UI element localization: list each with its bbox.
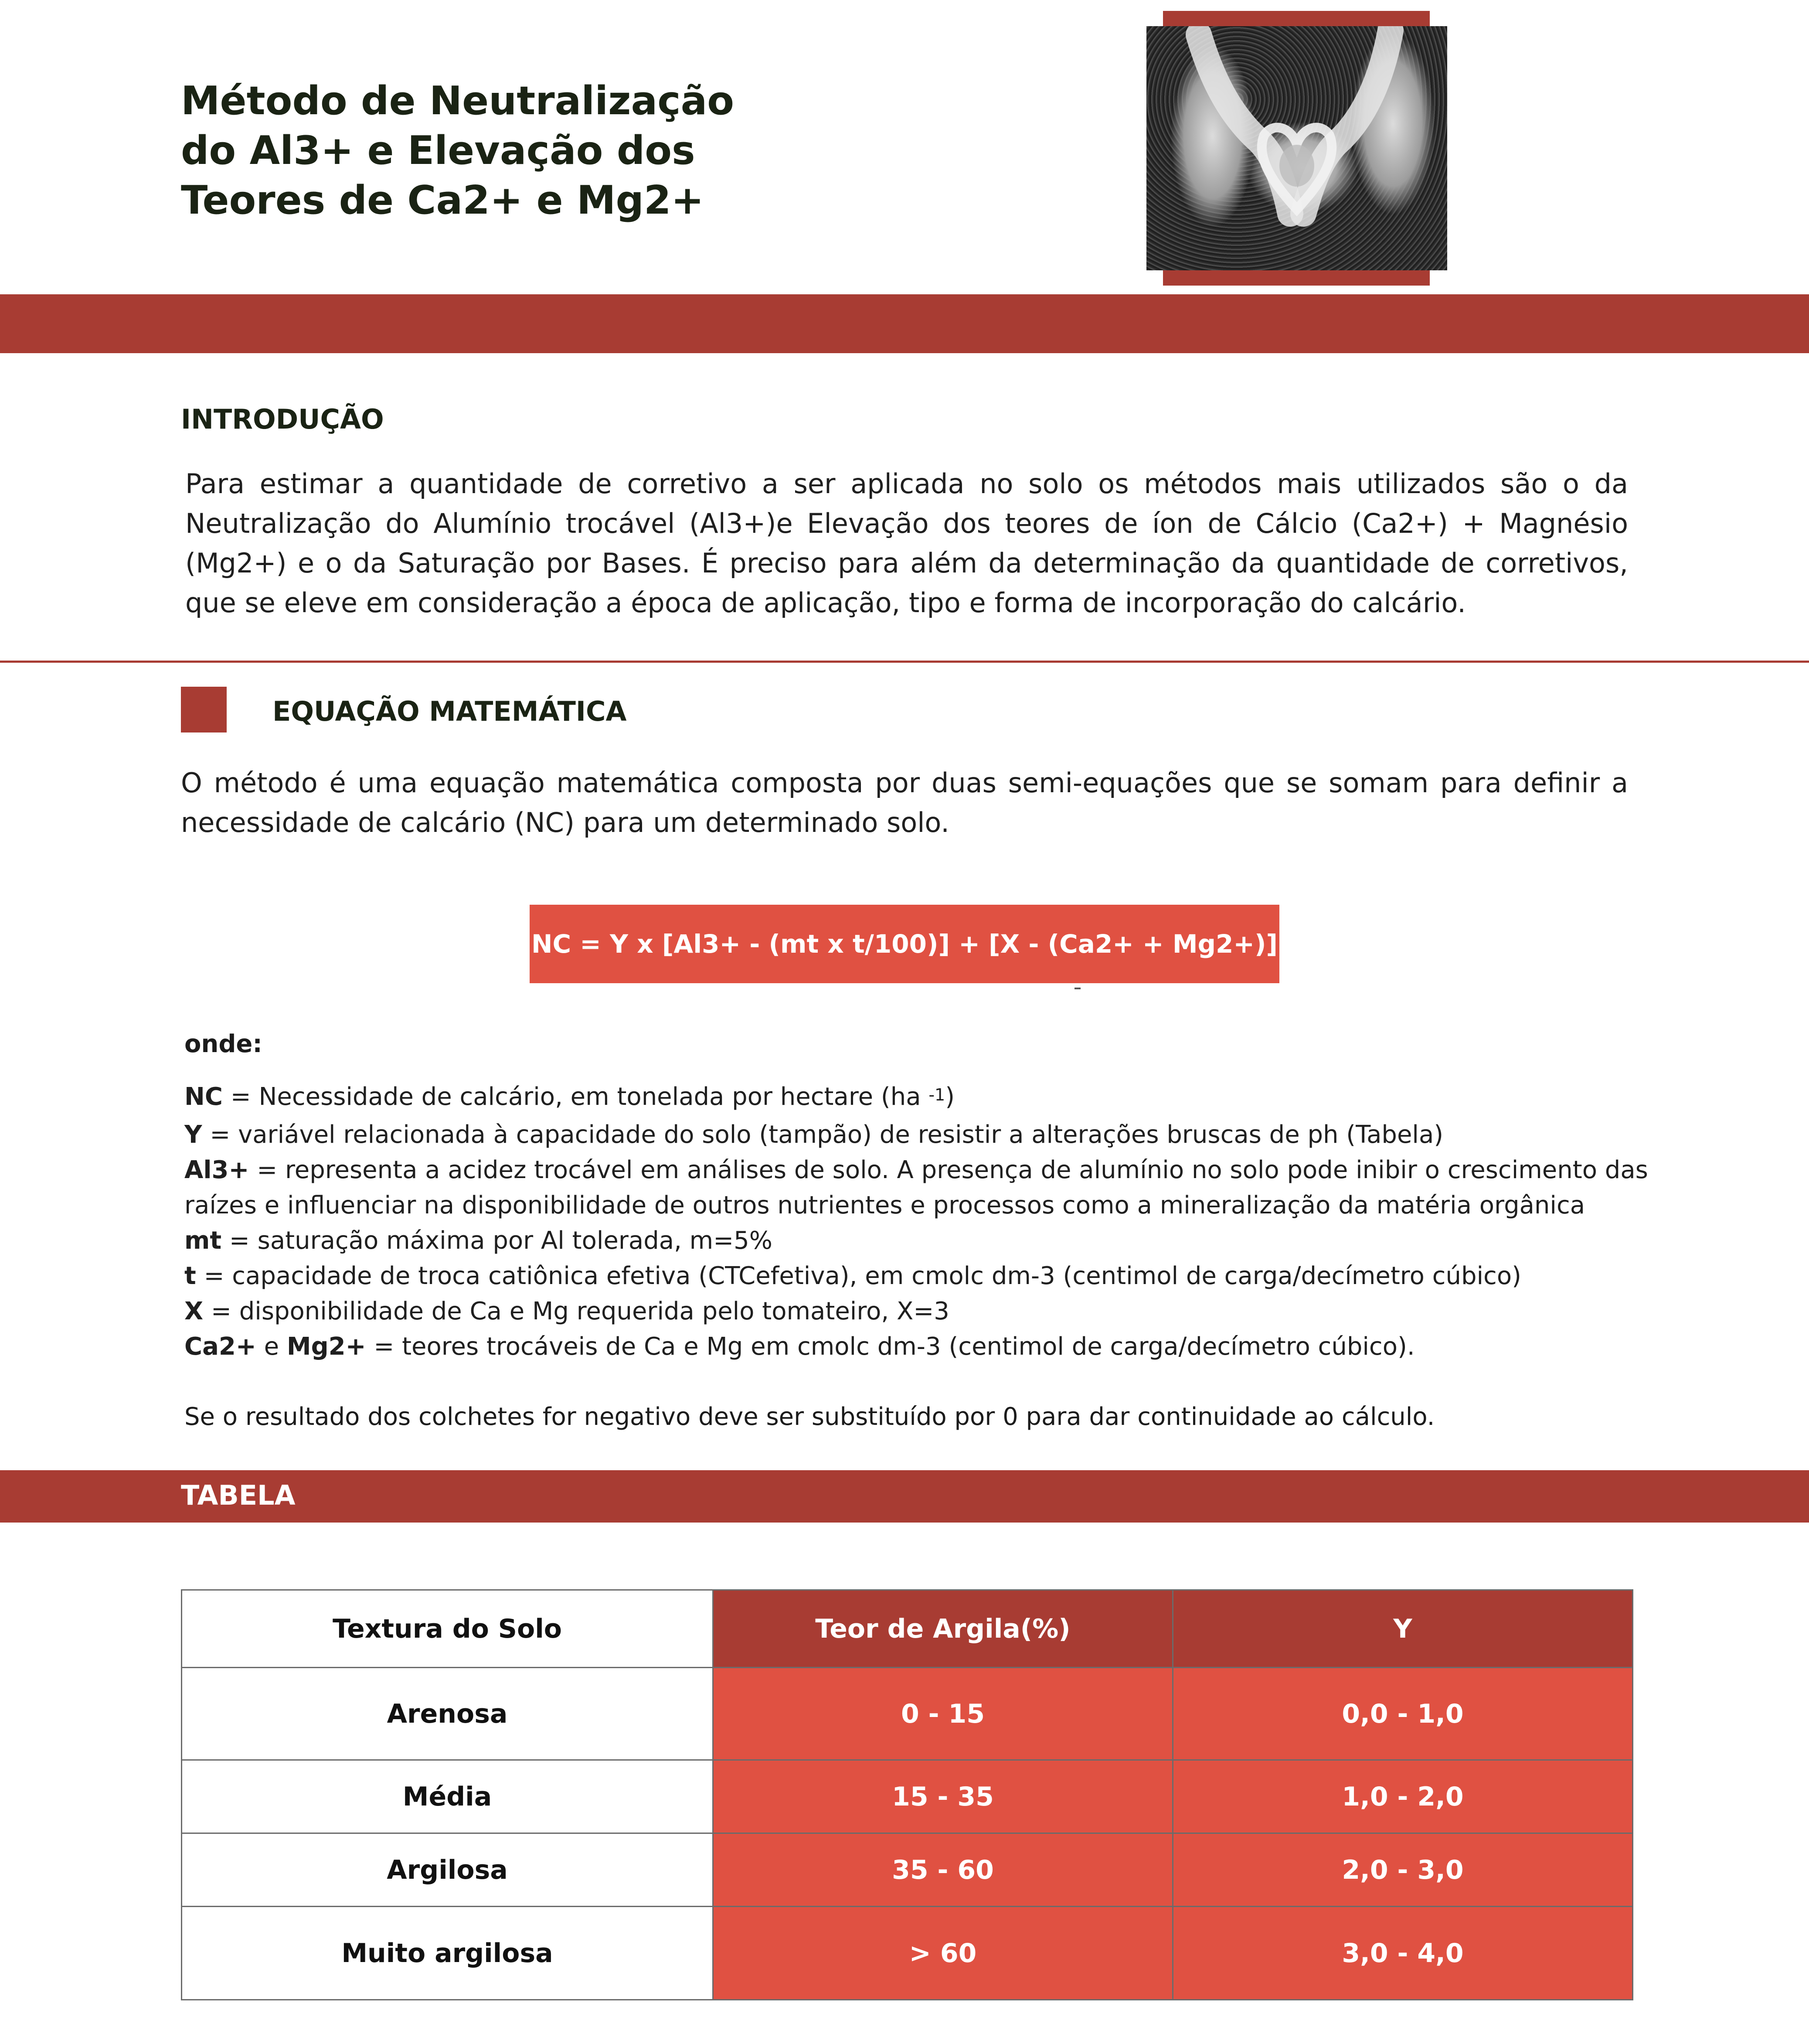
term-x: X [184, 1297, 204, 1325]
term-al: Al3+ [184, 1156, 249, 1184]
where-label: onde: [184, 1030, 262, 1058]
formula-text: NC = Y x [Al3+ - (mt x t/100)] + [X - (Ca2+ + Mg2+)] [531, 929, 1278, 959]
cell-argila: > 60 [713, 1907, 1173, 2000]
table-row [182, 1760, 1633, 1833]
formula-box [530, 905, 1279, 983]
title-line-2: do Al3+ e Elevação dos [181, 128, 695, 174]
negative-result-note: Se o resultado dos colchetes for negativo deve ser substituído por 0 para dar continuidade ao cálculo. [184, 1403, 1435, 1431]
cell-textura: Argilosa [182, 1833, 713, 1907]
cell-y: 0,0 - 1,0 [1173, 1668, 1633, 1760]
header-band [0, 294, 1809, 353]
equation-heading: EQUAÇÃO MATEMÁTICA [272, 695, 627, 727]
definition-ca-mg: Ca2+ e Mg2+ = teores trocáveis de Ca e Mg em cmolc dm-3 (centimol de carga/decímetro cúbico). [184, 1332, 1415, 1361]
photo-accent-bottom [1163, 268, 1430, 286]
table-row [182, 1907, 1633, 2000]
cell-y: 1,0 - 2,0 [1173, 1760, 1633, 1833]
definition-mt: mt = saturação máxima por Al tolerada, m=5% [184, 1226, 772, 1255]
title-line-3: Teores de Ca2+ e Mg2+ [181, 177, 704, 223]
cell-textura: Muito argilosa [182, 1907, 713, 2000]
term-t: t [184, 1262, 196, 1290]
term-ca: Ca2+ [184, 1332, 256, 1361]
superscript: -1 [928, 1085, 945, 1104]
table-row [182, 1668, 1633, 1760]
cell-argila: 15 - 35 [713, 1760, 1173, 1833]
header-textura: Textura do Solo [182, 1590, 713, 1668]
definition-nc: NC = Necessidade de calcário, em tonelada por hectare (ha $^{-1}$) [184, 1083, 955, 1111]
cell-argila: 0 - 15 [713, 1668, 1173, 1760]
table-row [182, 1833, 1633, 1907]
intro-heading: INTRODUÇÃO [181, 403, 384, 435]
term-mt: mt [184, 1226, 222, 1255]
page-title [181, 76, 835, 225]
hands-heart-soil-photo [1146, 26, 1447, 270]
cell-textura: Arenosa [182, 1668, 713, 1760]
header-teor-argila: Teor de Argila(%) [713, 1590, 1173, 1668]
table-heading: TABELA [181, 1479, 296, 1511]
header-y: Y [1173, 1590, 1633, 1668]
section-marker [181, 687, 227, 732]
equation-intro-text: O método é uma equação matemática composta por duas semi-equações que se somam para definir a necessidade de calcário (NC) para um determinado solo. [181, 767, 1628, 838]
definitions-list [184, 1079, 1648, 1364]
cell-y: 3,0 - 4,0 [1173, 1907, 1633, 2000]
table-header-row [182, 1590, 1633, 1668]
soil-texture-table [181, 1589, 1633, 2000]
definition-t: t = capacidade de troca catiônica efetiva (CTCefetiva), em cmolc dm-3 (centimol de carga/decímetro cúbico) [184, 1262, 1521, 1290]
cell-argila: 35 - 60 [713, 1833, 1173, 1907]
title-line-1: Método de Neutralização [181, 78, 734, 124]
section-divider [0, 661, 1809, 663]
cell-y: 2,0 - 3,0 [1173, 1833, 1633, 1907]
intro-text: Para estimar a quantidade de corretivo a ser aplicada no solo os métodos mais utilizados são o da Neutralização do Alumínio trocável (Al3+)e Elevação dos teores de íon de Cálcio (Ca2+) + Magnésio (Mg2+) e o da Saturação por Bases. É preciso para além da determinação da quantidade de corretivos, que se eleve em consideração a época de aplicação, tipo e forma de incorporação do calcário. [185, 468, 1628, 619]
term-y: Y [184, 1121, 202, 1149]
term-nc: NC [184, 1083, 223, 1111]
definition-al: Al3+ = representa a acidez trocável em análises de solo. A presença de alumínio no solo pode inibir o crescimento das [184, 1156, 1648, 1184]
photo-accent-top [1163, 11, 1430, 28]
definition-x: X = disponibilidade de Ca e Mg requerida pelo tomateiro, X=3 [184, 1297, 949, 1325]
term-mg: Mg2+ [286, 1332, 366, 1361]
cell-textura: Média [182, 1760, 713, 1833]
separator-dash [1075, 988, 1081, 989]
definition-y: Y = variável relacionada à capacidade do solo (tampão) de resistir a alterações bruscas de ph (Tabela) [184, 1121, 1444, 1149]
definition-al-cont: raízes e influenciar na disponibilidade de outros nutrientes e processos como a mineralização da matéria orgânica [184, 1191, 1585, 1220]
